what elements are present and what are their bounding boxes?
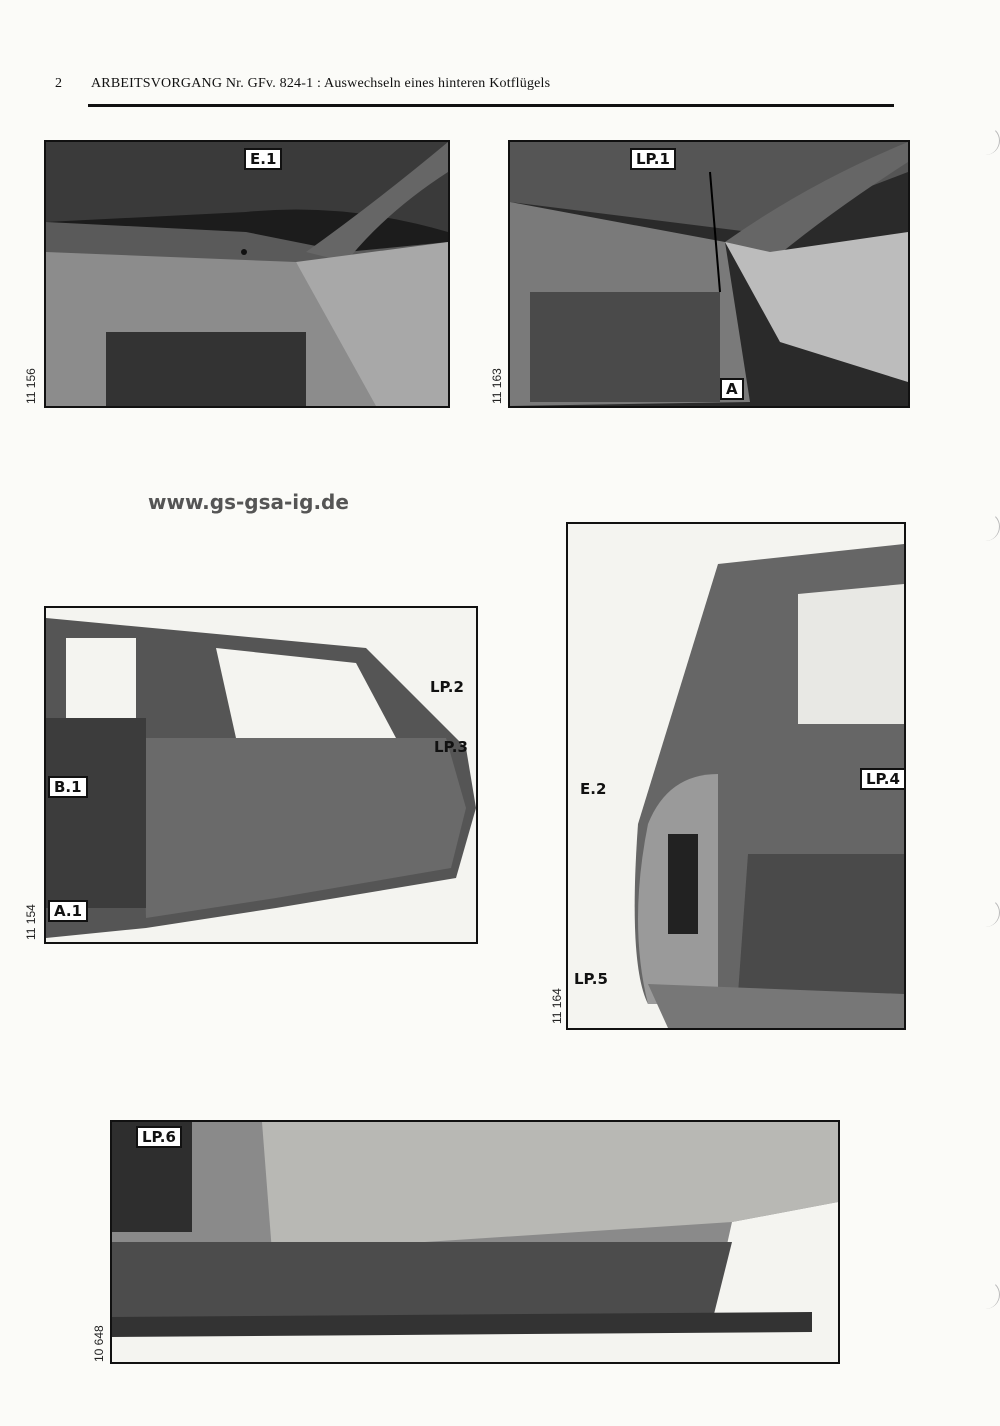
label-e2: E.2 [580,780,607,798]
label-e1: E.1 [244,148,282,170]
label-lp3: LP.3 [434,738,468,756]
figure-ref-3: 11 154 [24,904,38,940]
punch-hole [971,1280,1000,1309]
label-b1: B.1 [48,776,88,798]
figure-photo-5 [110,1120,840,1364]
page-number: 2 [55,76,63,91]
figure-photo-2 [508,140,910,408]
label-a1: A.1 [48,900,88,922]
page-header [55,76,550,92]
watermark-url: www.gs-gsa-ig.de [148,490,349,514]
punch-hole [971,512,1000,541]
figure-ref-4: 11 164 [550,988,564,1024]
label-lp2: LP.2 [430,678,464,696]
figure-ref-1: 11 156 [24,368,38,404]
header-rule [88,104,894,107]
page-title: ARBEITSVORGANG Nr. GFv. 824-1 : Auswechseln eines hinteren Kotflügels [91,76,551,91]
figure-ref-2: 11 163 [490,368,504,404]
figure-ref-5: 10 648 [92,1325,106,1362]
label-lp1: LP.1 [630,148,676,170]
punch-hole [971,898,1000,927]
figure-photo-3 [44,606,478,944]
label-a: A [720,378,744,400]
figure-photo-1 [44,140,450,408]
punch-hole [971,126,1000,155]
label-lp6: LP.6 [136,1126,182,1148]
figure-photo-4 [566,522,906,1030]
label-lp4: LP.4 [860,768,906,790]
label-lp5: LP.5 [574,970,608,988]
